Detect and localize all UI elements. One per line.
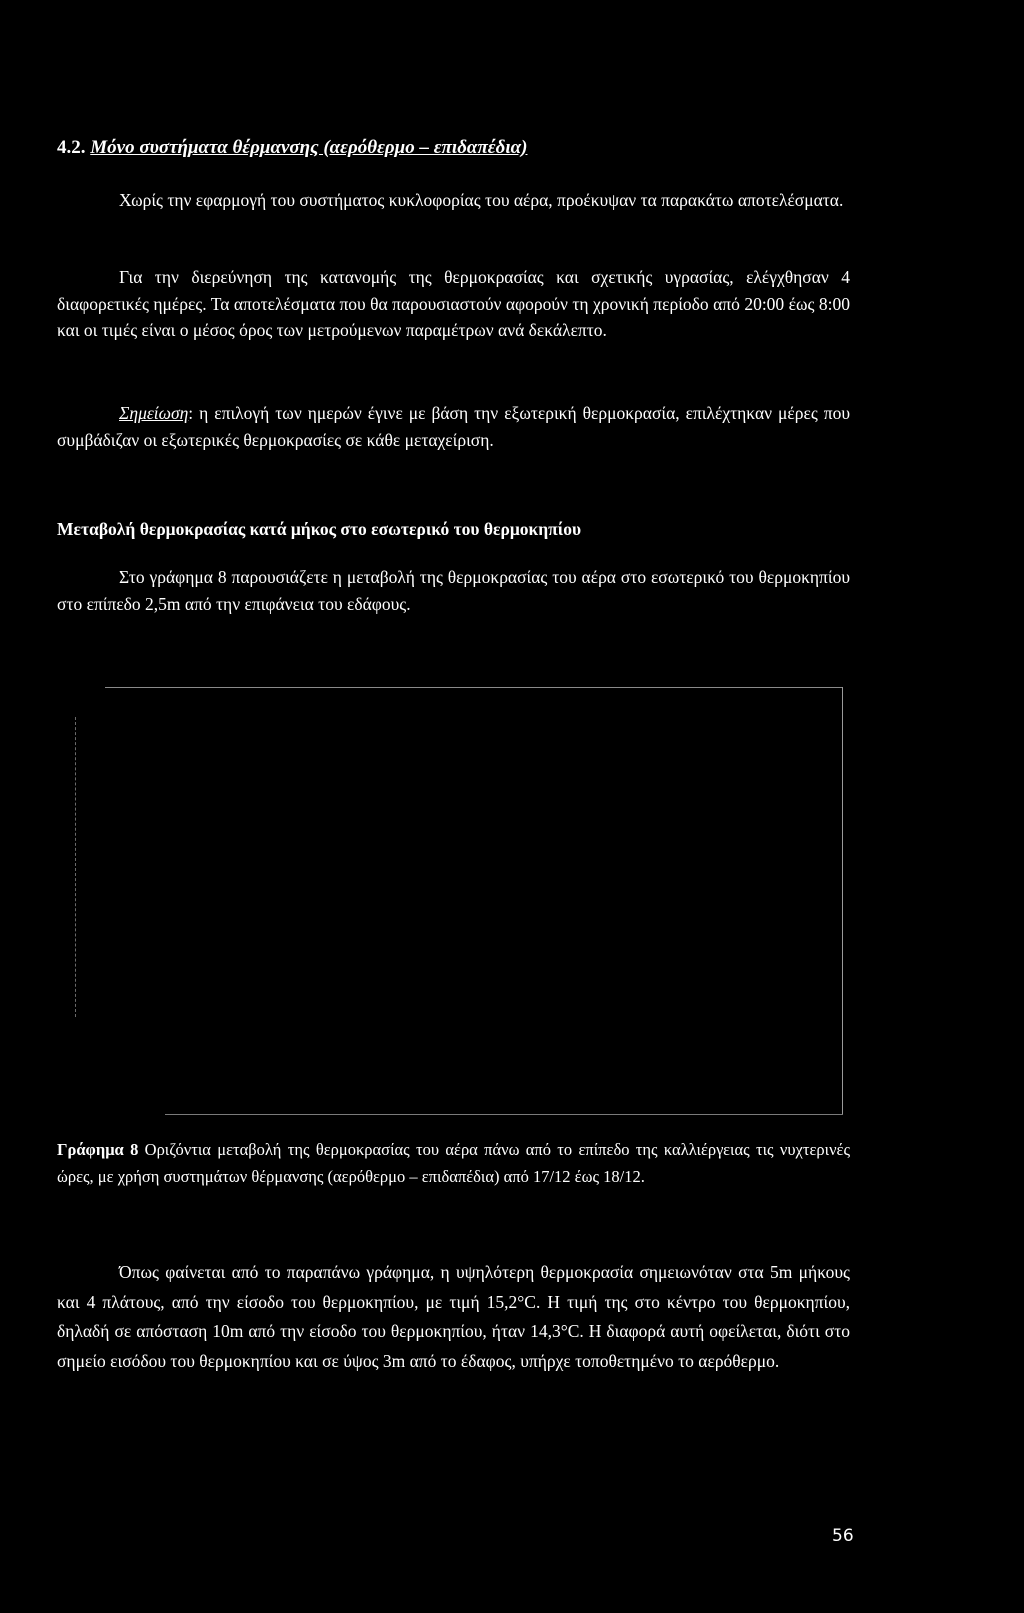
note-label: Σημείωση	[119, 403, 189, 423]
note-paragraph	[57, 400, 850, 453]
figure-frame-bottom	[165, 1114, 843, 1115]
subsection-heading: Μεταβολή θερμοκρασίας κατά μήκος στο εσωτερικό του θερμοκηπίου	[57, 519, 582, 539]
section-heading	[57, 137, 527, 159]
note-body: : η επιλογή των ημερών έγινε με βάση την εξωτερική θερμοκρασία, επιλέχτηκαν μέρες που συμβάδιζαν οι εξωτερικές θερμοκρασίες σε κάθε μεταχείριση.	[57, 403, 850, 450]
caption-label: Γράφημα 8	[57, 1140, 139, 1159]
page-number: 56	[832, 1526, 854, 1546]
caption-text: Οριζόντια μεταβολή της θερμοκρασίας του αέρα πάνω από το επίπεδο της καλλιέργειας τις νυχτερινές ώρες, με χρήση συστημάτων θέρμανσης (αερόθερμο – επιδαπέδια) από 17/12 έως 18/12.	[57, 1140, 851, 1186]
figure-frame-left	[75, 717, 76, 1017]
figure-frame-right	[842, 687, 843, 1115]
section-number: 4.2.	[57, 137, 86, 158]
graph-figure	[75, 687, 843, 1115]
figure-caption	[57, 1136, 850, 1190]
section-title: Μόνο συστήματα θέρμανσης (αερόθερμο – επιδαπέδια)	[90, 137, 528, 158]
graph-intro-paragraph: Στο γράφημα 8 παρουσιάζετε η μεταβολή της θερμοκρασίας του αέρα στο εσωτερικό του θερμοκηπίου στο επίπεδο 2,5m από την επιφάνεια του εδάφους.	[57, 567, 850, 614]
results-paragraph: Όπως φαίνεται από το παραπάνω γράφημα, η υψηλότερη θερμοκρασία σημειωνόταν στα 5m μήκους και 4 πλάτους, από την είσοδο του θερμοκηπίου, με τιμή 15,2°C. Η τιμή της στο κέντρο του θερμοκηπίου, δηλαδή σε απόσταση 10m από την είσοδο του θερμοκηπίου, ήταν 14,3°C. Η διαφορά αυτή οφείλεται, διότι στο σημείο εισόδου του θερμοκηπίου και σε ύψος 3m από το έδαφος, υπήρχε τοποθετημένο το αερόθερμο.	[57, 1262, 850, 1371]
figure-frame-top	[105, 687, 843, 688]
intro-paragraph: Χωρίς την εφαρμογή του συστήματος κυκλοφορίας του αέρα, προέκυψαν τα παρακάτω αποτελέσματα.	[119, 190, 844, 210]
method-paragraph: Για την διερεύνηση της κατανομής της θερμοκρασίας και σχετικής υγρασίας, ελέγχθησαν 4 διαφορετικές ημέρες. Τα αποτελέσματα που θα παρουσιαστούν αφορούν τη χρονική περίοδο από 20:00 έως 8:00 και οι τιμές είναι ο μέσος όρος των μετρούμενων παραμέτρων ανά δεκάλεπτο.	[57, 267, 850, 340]
